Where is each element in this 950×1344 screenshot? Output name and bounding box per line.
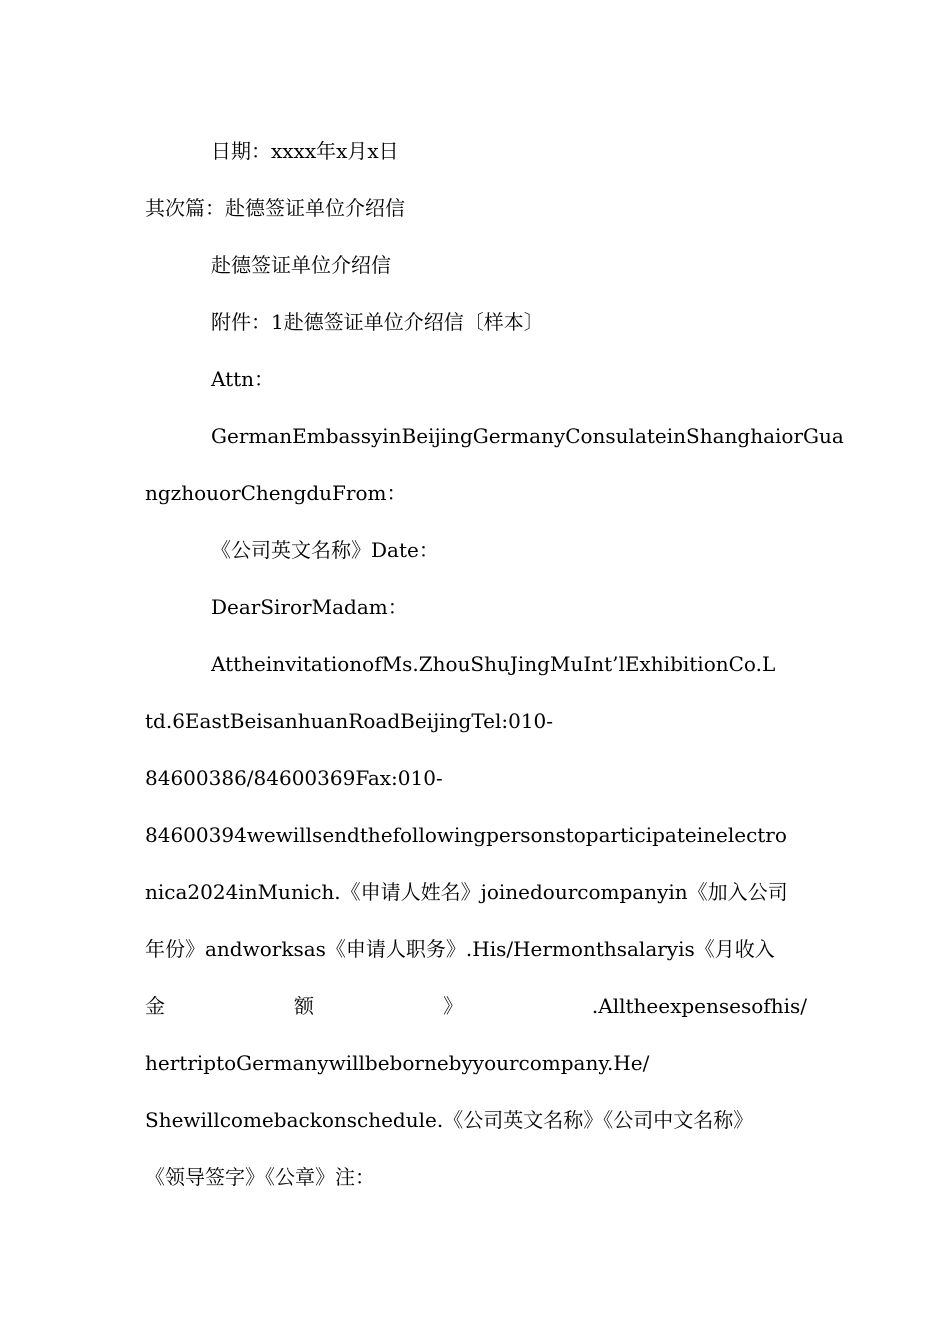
- body-line-7-part-2: 额: [293, 994, 314, 1018]
- body-line-5: nica2024inMunich.《申请人姓名》joinedourcompanyin《加入公司: [145, 880, 788, 904]
- company-date-line: 《公司英文名称》Date：: [211, 538, 439, 562]
- body-line-1: AttheinvitationofMs.ZhouShuJingMuInt’lExhibitionCo.L: [211, 652, 776, 676]
- body-line-2: td.6EastBeisanhuanRoadBeijingTel:010-: [145, 709, 554, 733]
- recipient-line-1: GermanEmbassyinBeijingGermanyConsulateinShanghaiorGua: [211, 424, 844, 448]
- body-line-9: Shewillcomebackonschedule.《公司英文名称》《公司中文名称》: [145, 1108, 754, 1132]
- letter-title: 赴德签证单位介绍信: [211, 253, 391, 277]
- body-line-7-part-4: .Alltheexpensesofhis/: [591, 994, 807, 1018]
- date-line: 日期：xxxx年x月x日: [211, 139, 399, 163]
- body-line-7: [145, 994, 807, 1018]
- recipient-line-2: ngzhouorChengduFrom：: [145, 481, 407, 505]
- body-line-4: 84600394wewillsendthefollowingpersonstoparticipateinelectro: [145, 823, 787, 847]
- attachment-line: 附件：1赴德签证单位介绍信〔样本〕: [211, 310, 544, 334]
- body-line-8: hertriptoGermanywillbebornebyyourcompany.He/: [145, 1051, 650, 1075]
- body-line-6: 年份》andworksas《申请人职务》.His/Hermonthsalaryis《月收入: [145, 937, 775, 961]
- attn-line: Attn：: [211, 367, 275, 391]
- signature-line: 《领导签字》《公章》注：: [145, 1165, 375, 1189]
- body-line-3: 84600386/84600369Fax:010-: [145, 766, 443, 790]
- body-line-7-part-1: 金: [145, 994, 165, 1018]
- section-heading: 其次篇：赴德签证单位介绍信: [145, 196, 405, 220]
- body-line-7-part-3: 》: [442, 994, 463, 1018]
- salutation: DearSirorMadam：: [211, 595, 408, 619]
